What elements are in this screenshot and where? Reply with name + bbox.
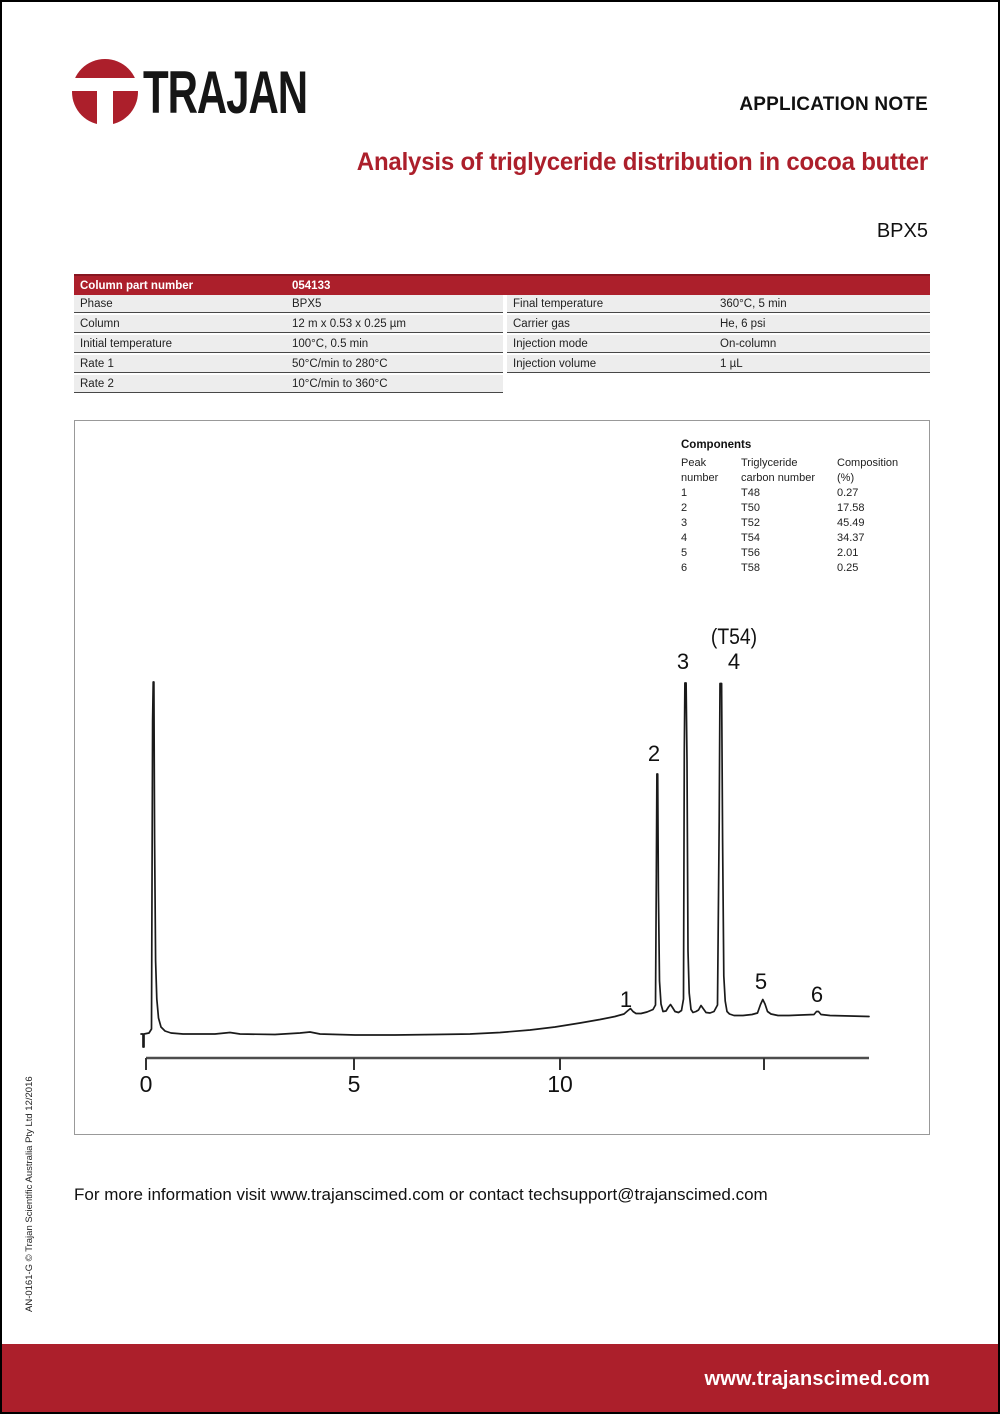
component-cell: 3 [681, 517, 688, 529]
peak-label: 3 [676, 649, 690, 674]
param-value: 50°C/min to 280°C [292, 357, 388, 370]
page-title: Analysis of triglyceride distribution in cocoa butter [356, 148, 928, 176]
param-row [74, 295, 503, 313]
component-cell: 34.37 [837, 532, 865, 544]
component-cell: 0.27 [837, 487, 859, 499]
param-value: BPX5 [292, 297, 322, 310]
param-value: 12 m x 0.53 x 0.25 µm [292, 317, 407, 330]
component-cell: T50 [741, 502, 760, 514]
component-cell: 5 [681, 547, 688, 559]
document-id-side-note: AN-0161-G © Trajan Scientific Australia Pty Ltd 12/2016 [24, 1076, 35, 1312]
component-cell: 17.58 [837, 502, 865, 514]
param-label: Phase [80, 297, 113, 310]
component-col-header: Peak number [681, 457, 719, 484]
peak-annotation: (T54) [710, 624, 758, 649]
param-label: Rate 2 [80, 377, 114, 390]
footer-info-text: For more information visit www.trajanscimed.com or contact techsupport@trajanscimed.com [74, 1185, 768, 1204]
component-cell: 2.01 [837, 547, 859, 559]
param-label: Initial temperature [80, 337, 173, 350]
params-right-column [507, 295, 930, 395]
param-label: Final temperature [513, 297, 604, 310]
param-row [74, 355, 503, 373]
param-row [507, 295, 930, 313]
peak-label: 1 [619, 987, 633, 1012]
component-col-header: Composition (%) [837, 457, 899, 484]
param-label: Injection volume [513, 357, 597, 370]
param-value: 10°C/min to 360°C [292, 377, 388, 390]
time-axis [146, 1058, 869, 1070]
components-table [681, 439, 917, 576]
axis-tick-label: 5 [347, 1071, 361, 1097]
component-cell: T56 [741, 547, 760, 559]
axis-tick-label: 10 [547, 1071, 573, 1097]
param-label: Carrier gas [513, 317, 570, 330]
peak-label: 5 [754, 969, 768, 994]
param-value: On-column [720, 337, 777, 350]
param-label: Injection mode [513, 337, 588, 350]
application-note-label: APPLICATION NOTE [739, 94, 928, 115]
params-left-column [74, 295, 503, 395]
params-header-label: Column part number [80, 279, 194, 292]
param-value: 360°C, 5 min [720, 297, 787, 310]
footer-bar [2, 1344, 998, 1414]
components-title: Components [681, 439, 752, 451]
component-cell: 45.49 [837, 517, 865, 529]
peak-label: 2 [647, 741, 661, 766]
peak-label: 6 [810, 982, 824, 1007]
chromatogram-panel [74, 420, 930, 1135]
component-cell: T54 [741, 532, 760, 544]
params-table [74, 274, 930, 395]
component-cell: T48 [741, 487, 760, 499]
component-cell: T52 [741, 517, 760, 529]
component-cell: T58 [741, 562, 760, 574]
component-cell: 4 [681, 532, 688, 544]
component-cell: 6 [681, 562, 688, 574]
param-row [507, 355, 930, 373]
component-cell: 0.25 [837, 562, 859, 574]
footer-url-link[interactable]: www.trajanscimed.com [704, 1367, 930, 1390]
params-header-value: 054133 [292, 279, 331, 292]
params-header-row [74, 274, 930, 295]
component-cell: 2 [681, 502, 688, 514]
param-row [74, 335, 503, 353]
param-value: 100°C, 0.5 min [292, 337, 369, 350]
axis-tick-label: 0 [139, 1071, 153, 1097]
component-col-header: Triglyceride carbon number [741, 457, 815, 484]
param-row [507, 335, 930, 353]
param-label: Column [80, 317, 120, 330]
logo-t-glyph-stem [97, 87, 113, 128]
param-label: Rate 1 [80, 357, 114, 370]
peak-label: 4 [727, 649, 741, 674]
param-value: 1 µL [720, 357, 743, 370]
param-row [74, 315, 503, 333]
product-code: BPX5 [876, 220, 928, 242]
component-cell: 1 [681, 487, 688, 499]
param-value: He, 6 psi [720, 317, 766, 330]
brand-wordmark: TRAJAN [143, 59, 308, 126]
param-row [74, 375, 503, 393]
param-row [507, 315, 930, 333]
